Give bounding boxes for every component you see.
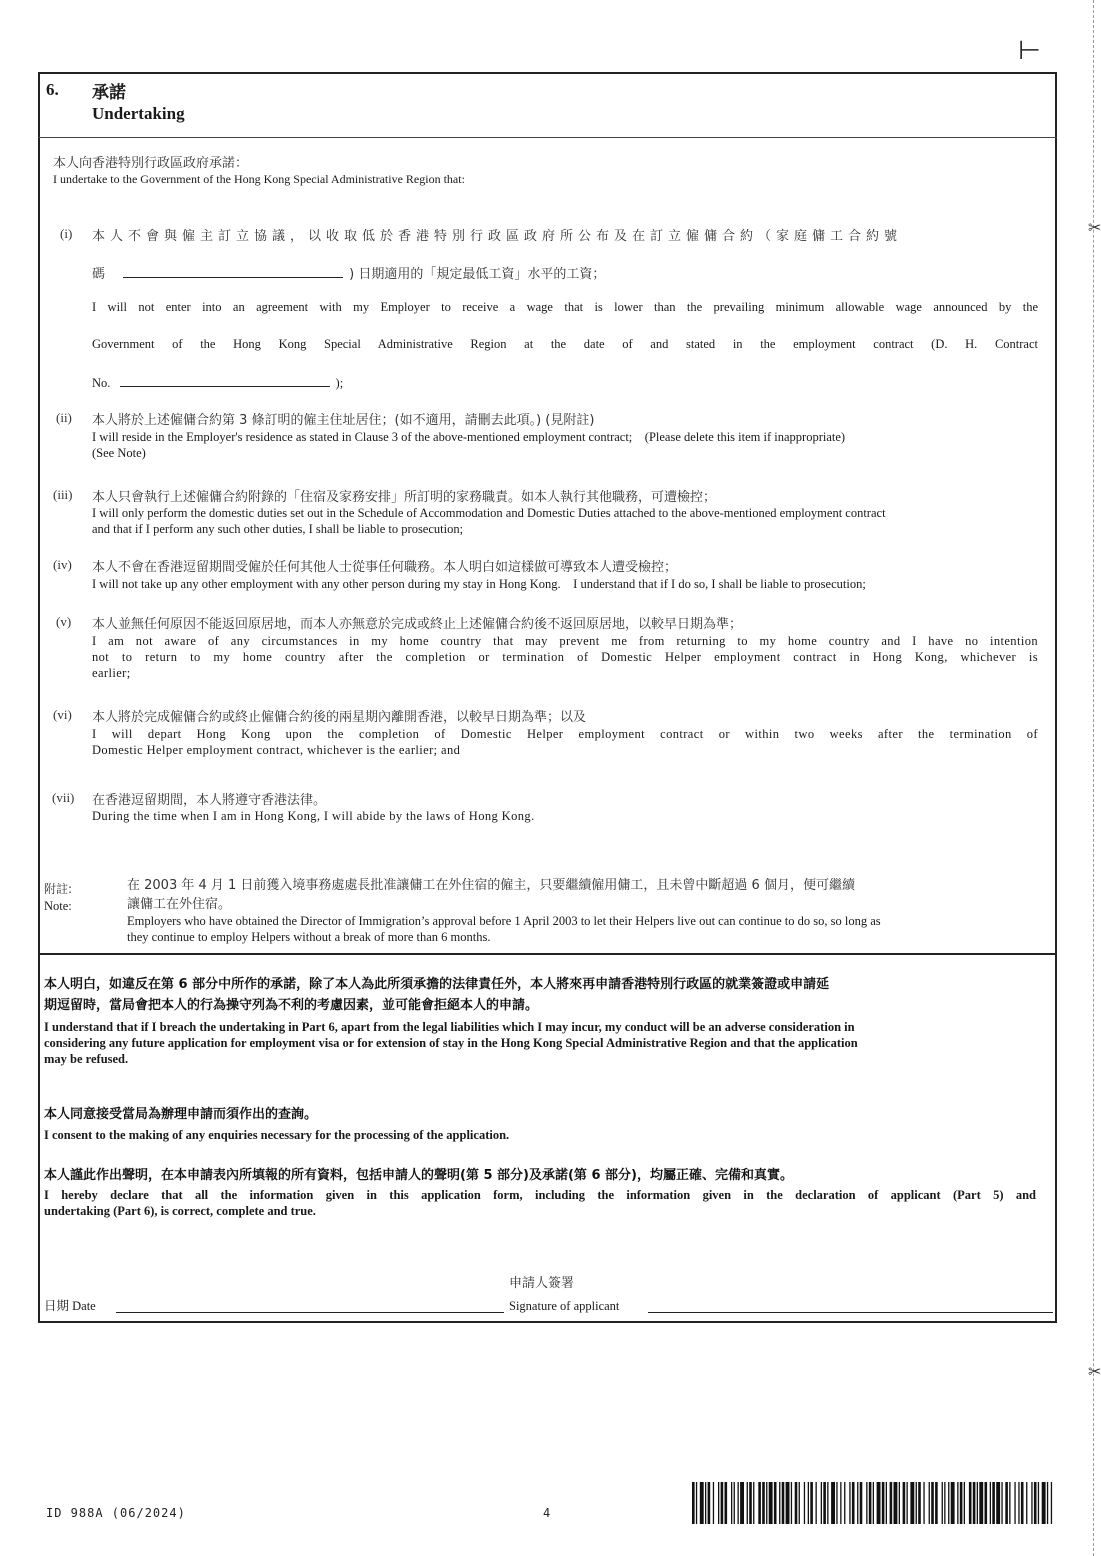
item-i-zh-line2 [92, 263, 605, 282]
barcode-bar [844, 1482, 845, 1524]
barcode-bar [857, 1482, 858, 1524]
item-vi-en: I will depart Hong Kong upon the completion of Domestic Helper employment contract or within two weeks after the termination of [92, 727, 1038, 741]
barcode-bar [786, 1482, 790, 1524]
item-i-en-line1: I will not enter into an agreement with my Employer to receive a wage that is lower than the prevailing minimum allowable wage announced by the [92, 300, 1038, 314]
barcode-bar [985, 1482, 988, 1524]
declare-en-line2: undertaking (Part 6), is correct, complete and true. [44, 1204, 316, 1218]
barcode-bar [964, 1482, 965, 1524]
barcode-bar [1042, 1482, 1046, 1524]
barcode-bar [907, 1482, 908, 1524]
barcode-bar [769, 1482, 773, 1524]
barcode-bar [977, 1482, 978, 1524]
barcode-bar [766, 1482, 767, 1524]
scissors-icon: ✂ [1088, 1362, 1101, 1381]
barcode-bar [849, 1482, 850, 1524]
intro-en: I undertake to the Government of the Hong Kong Special Administrative Region that: [53, 172, 465, 186]
breach-en-line2: considering any future application for employment visa or for extension of stay in the Hong Kong Special Administrative Region and that the application [44, 1036, 858, 1050]
barcode-bar [795, 1482, 798, 1524]
note-label-en: Note: [44, 899, 72, 913]
barcode-bar [1051, 1482, 1052, 1524]
barcode-bar [804, 1482, 805, 1524]
item-i-en-prefix: No. [92, 376, 111, 390]
barcode-bar [957, 1482, 958, 1524]
barcode-bar [762, 1482, 765, 1524]
barcode-bar [929, 1482, 930, 1524]
barcode-bar [725, 1482, 728, 1524]
item-i-en-suffix: ); [335, 376, 344, 390]
barcode-bar [1021, 1482, 1024, 1524]
item-number: (i) [60, 226, 73, 241]
barcode-bar [869, 1482, 872, 1524]
barcode [692, 1482, 1054, 1524]
barcode-bar [942, 1482, 943, 1524]
barcode-bar [910, 1482, 914, 1524]
barcode-bar [749, 1482, 752, 1524]
section-title-zh: 承諾 [92, 83, 126, 103]
note-zh-line1: 在 2003 年 4 月 1 日前獲入境事務處處長批准讓傭工在外住宿的僱主，只要繼續僱用傭工，且未曾中斷超過 6 個月，便可繼續 [127, 878, 855, 893]
item-vii-en: During the time when I am in Hong Kong, I will abide by the laws of Hong Kong. [92, 809, 535, 823]
barcode-bar [916, 1482, 917, 1524]
item-number: (iv) [53, 557, 72, 572]
date-label: 日期 Date [44, 1299, 96, 1313]
scissors-icon: ✂ [1088, 218, 1101, 237]
barcode-bar [808, 1482, 809, 1524]
item-v-en2: not to return to my home country after the completion or termination of Domestic Helper employment contract in Hong Kong, whichever is [92, 650, 1038, 664]
item-i-en-line2: Government of the Hong Kong Special Administrative Region at the date of and stated in the employment contract (D. H. Contract [92, 337, 1038, 351]
breach-en-line1: I understand that if I breach the undertaking in Part 6, apart from the legal liabilities which I may incur, my conduct will be an adverse consideration in [44, 1020, 855, 1034]
form-code: ID 988A (06/2024) [46, 1506, 186, 1520]
item-i-zh-line1: 本人不會與僱主訂立協議，以收取低於香港特別行政區政府所公布及在訂立僱傭合約（家庭傭工合約號 [92, 229, 903, 244]
item-i-zh-suffix: ) 日期適用的「規定最低工資」水平的工資； [349, 267, 606, 282]
barcode-bar [1038, 1482, 1039, 1524]
barcode-bar [1034, 1482, 1037, 1524]
barcode-bar [779, 1482, 780, 1524]
barcode-bar [903, 1482, 906, 1524]
breach-zh-line1: 本人明白，如違反在第 6 部分中所作的承諾，除了本人為此所須承擔的法律責任外，本人將來再申請香港特別行政區的就業簽證或申請延 [44, 977, 830, 992]
item-ii-zh: 本人將於上述僱傭合約第 3 條訂明的僱主住址居住；(如不適用，請刪去此項。) (見附註) [92, 413, 595, 428]
item-ii-en2: (See Note) [92, 446, 146, 460]
barcode-bar [753, 1482, 754, 1524]
signature-label-en: Signature of applicant [509, 1299, 620, 1313]
barcode-bar [979, 1482, 983, 1524]
barcode-bar [731, 1482, 732, 1524]
item-i-zh-prefix: 碼 [92, 267, 106, 282]
note-zh-line2: 讓傭工在外住宿。 [127, 897, 232, 912]
section-divider [38, 953, 1057, 955]
barcode-bar [816, 1482, 817, 1524]
barcode-bar [1047, 1482, 1048, 1524]
barcode-bar [696, 1482, 697, 1524]
section-title-en: Undertaking [92, 104, 185, 123]
barcode-bar [923, 1482, 924, 1524]
barcode-bar [918, 1482, 921, 1524]
item-vii-zh: 在香港逗留期間，本人將遵守香港法律。 [92, 793, 327, 808]
barcode-bar [738, 1482, 739, 1524]
barcode-bar [935, 1482, 938, 1524]
note-en-line2: they continue to employ Helpers without a break of more than 6 months. [127, 930, 491, 944]
barcode-bar [951, 1482, 955, 1524]
barcode-bar [866, 1482, 867, 1524]
item-v-en3: earlier; [92, 666, 131, 680]
declare-en-line1: I hereby declare that all the information given in this application form, including the information given in the declaration of applicant (Part 5) and [44, 1188, 1036, 1202]
intro-zh: 本人向香港特別行政區政府承諾： [53, 156, 249, 171]
barcode-bar [992, 1482, 995, 1524]
item-number: (v) [56, 614, 72, 629]
section-header [38, 72, 1057, 138]
item-iii-zh: 本人只會執行上述僱傭合約附錄的「住宿及家務安排」所訂明的家務職責。如本人執行其他職務，可遭檢控； [92, 490, 717, 505]
barcode-bar [852, 1482, 855, 1524]
barcode-bar [969, 1482, 972, 1524]
barcode-bar [973, 1482, 976, 1524]
barcode-bar [782, 1482, 785, 1524]
barcode-bar [734, 1482, 735, 1524]
barcode-bar [1005, 1482, 1008, 1524]
barcode-bar [827, 1482, 828, 1524]
barcode-bar [799, 1482, 800, 1524]
registration-mark: ⊢ [1018, 36, 1041, 66]
barcode-bar [990, 1482, 991, 1524]
item-v-en: I am not aware of any circumstances in my home country that may prevent me from returning to my home country and I have no intention [92, 634, 1038, 648]
item-vi-zh: 本人將於完成僱傭合約或終止僱傭合約後的兩星期內離開香港，以較早日期為準；以及 [92, 710, 587, 725]
item-number: (vi) [53, 707, 72, 722]
item-iv-en: I will not take up any other employment with any other person during my stay in Hong Kong. I understand that if I do so, I shall be liable to prosecution; [92, 577, 866, 591]
item-number: (ii) [56, 410, 72, 425]
item-ii-en: I will reside in the Employer's residence as stated in Clause 3 of the above-mentioned employment contract; (Please delete this item if inappropriate) [92, 430, 846, 444]
barcode-bar [708, 1482, 711, 1524]
barcode-bar [882, 1482, 885, 1524]
barcode-bar [840, 1482, 841, 1524]
note-en-line1: Employers who have obtained the Director of Immigration’s approval before 1 April 2003 to let their Helpers live out can continue to do so, so long as [127, 914, 881, 928]
barcode-bar [718, 1482, 719, 1524]
item-v-zh: 本人並無任何原因不能返回原居地，而本人亦無意於完成或終止上述僱傭合約後不返回原居地，以較早日期為準； [92, 617, 743, 632]
barcode-bar [758, 1482, 761, 1524]
barcode-bar [747, 1482, 748, 1524]
barcode-bar [886, 1482, 887, 1524]
barcode-bar [1001, 1482, 1002, 1524]
barcode-bar [877, 1482, 881, 1524]
barcode-bar [996, 1482, 1000, 1524]
page-number: 4 [543, 1506, 552, 1520]
barcode-bar [740, 1482, 744, 1524]
breach-en-line3: may be refused. [44, 1052, 129, 1066]
barcode-bar [791, 1482, 792, 1524]
item-i-en-line3 [92, 373, 343, 391]
item-number: (vii) [52, 790, 75, 805]
barcode-bar [1018, 1482, 1019, 1524]
declare-zh: 本人謹此作出聲明，在本申請表內所填報的所有資料，包括申請人的聲明(第 5 部分)及承諾(第 6 部分)，均屬正確、完備和真實。 [44, 1168, 793, 1183]
barcode-bar [692, 1482, 695, 1524]
barcode-bar [713, 1482, 714, 1524]
barcode-bar [700, 1482, 704, 1524]
barcode-bar [810, 1482, 813, 1524]
barcode-bar [836, 1482, 837, 1524]
section-number: 6. [46, 80, 59, 99]
barcode-bar [931, 1482, 934, 1524]
breach-zh-line2: 期逗留時，當局會把本人的行為操守列為不利的考慮因素，並可能會拒絕本人的申請。 [44, 998, 539, 1013]
barcode-bar [894, 1482, 898, 1524]
barcode-bar [873, 1482, 874, 1524]
item-iv-zh: 本人不會在香港逗留期間受僱於任何其他人士從事任何職務。本人明白如這樣做可導致本人遭受檢控； [92, 560, 678, 575]
consent-en: I consent to the making of any enquiries necessary for the processing of the application. [44, 1128, 510, 1142]
barcode-bar [831, 1482, 835, 1524]
barcode-bar [890, 1482, 893, 1524]
date-field[interactable] [116, 1312, 504, 1313]
barcode-bar [899, 1482, 900, 1524]
barcode-bar [944, 1482, 945, 1524]
barcode-bar [823, 1482, 826, 1524]
barcode-bar [1026, 1482, 1027, 1524]
item-vi-en2: Domestic Helper employment contract, whichever is the earlier; and [92, 743, 461, 757]
barcode-bar [948, 1482, 949, 1524]
barcode-bar [960, 1482, 963, 1524]
item-iii-en: I will only perform the domestic duties set out in the Schedule of Accommodation and Domestic Duties attached to the above-mentioned employment contract [92, 506, 886, 520]
barcode-bar [1009, 1482, 1010, 1524]
note-label-zh: 附註: [44, 882, 73, 896]
barcode-bar [1014, 1482, 1015, 1524]
item-iii-en2: and that if I perform any such other duties, I shall be liable to prosecution; [92, 522, 464, 536]
consent-zh: 本人同意接受當局為辦理申請而須作出的查詢。 [44, 1107, 318, 1122]
contract-number-field-zh[interactable] [123, 264, 343, 278]
item-number: (iii) [53, 487, 73, 502]
barcode-bar [1031, 1482, 1032, 1524]
barcode-bar [721, 1482, 724, 1524]
barcode-bar [774, 1482, 777, 1524]
contract-number-field-en[interactable] [120, 373, 330, 387]
barcode-bar [705, 1482, 706, 1524]
signature-label-zh: 申請人簽署 [509, 1276, 575, 1291]
barcode-bar [860, 1482, 863, 1524]
barcode-bar [821, 1482, 822, 1524]
signature-field[interactable] [648, 1312, 1053, 1313]
